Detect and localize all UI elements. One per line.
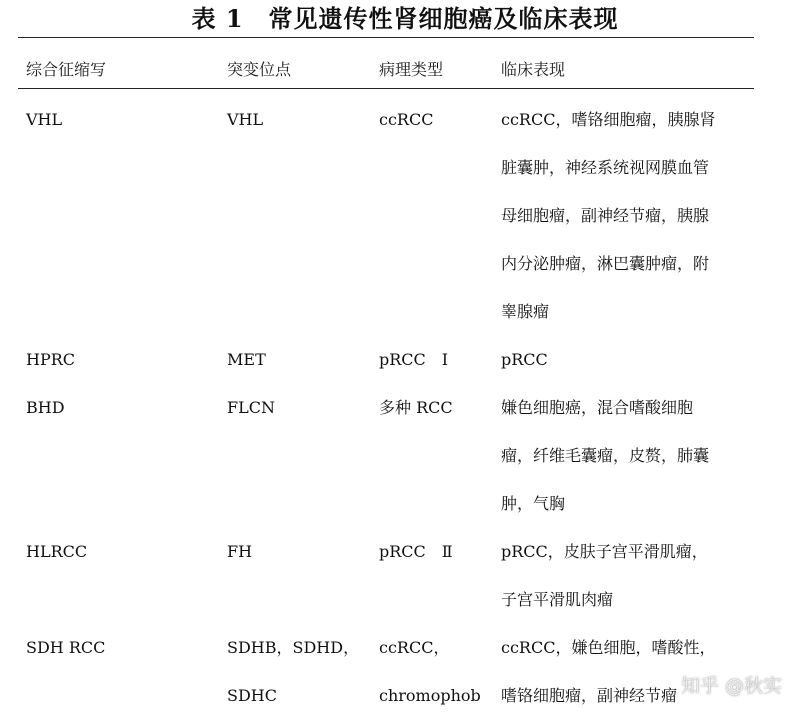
- clinical-line: 母细胞瘤，副神经节瘤，胰腺: [501, 206, 710, 225]
- clinical-line: 肿，气胸: [501, 494, 566, 513]
- mutation-cell: SDHC: [227, 686, 277, 705]
- clinical-line: 子宫平滑肌肉瘤: [501, 590, 614, 609]
- top-rule: [18, 37, 754, 38]
- clinical-line: pRCC: [501, 350, 548, 369]
- pathology-cell: pRCC Ⅰ: [379, 350, 449, 369]
- watermark: 知乎 @秋实: [680, 675, 782, 697]
- mutation-cell: VHL: [227, 110, 264, 129]
- clinical-line: ccRCC，嗜铬细胞瘤，胰腺肾: [501, 110, 716, 129]
- header-pathology: 病理类型: [379, 60, 444, 79]
- mutation-cell: FLCN: [227, 398, 275, 417]
- header-mutation: 突变位点: [227, 60, 292, 79]
- header-syndrome: 综合征缩写: [26, 60, 107, 79]
- clinical-line: 睾腺瘤: [501, 302, 550, 321]
- syndrome-cell: BHD: [26, 398, 65, 417]
- pathology-cell: chromophob: [379, 686, 481, 705]
- clinical-line: 脏囊肿，神经系统视网膜血管: [501, 158, 710, 177]
- pathology-cell: 多种 RCC: [379, 398, 453, 417]
- clinical-line: 瘤，纤维毛囊瘤，皮赘，肺囊: [501, 446, 710, 465]
- syndrome-cell: SDH RCC: [26, 638, 106, 657]
- header-clinical: 临床表现: [501, 60, 566, 79]
- clinical-line: ccRCC，嫌色细胞，嗜酸性，: [501, 638, 716, 657]
- syndrome-cell: HPRC: [26, 350, 76, 369]
- mutation-cell: SDHB，SDHD，: [227, 638, 360, 657]
- clinical-line: pRCC，皮肤子宫平滑肌瘤，: [501, 542, 708, 561]
- syndrome-cell: VHL: [26, 110, 63, 129]
- clinical-line: 嫌色细胞癌，混合嗜酸细胞: [501, 398, 694, 417]
- clinical-line: 嗜铬细胞瘤，副神经节瘤: [501, 686, 678, 705]
- mutation-cell: MET: [227, 350, 266, 369]
- clinical-line: 内分泌肿瘤，淋巴囊肿瘤，附: [501, 254, 710, 273]
- header-rule: [18, 88, 754, 89]
- mutation-cell: FH: [227, 542, 253, 561]
- pathology-cell: ccRCC: [379, 110, 434, 129]
- syndrome-cell: HLRCC: [26, 542, 88, 561]
- pathology-cell: ccRCC，: [379, 638, 450, 657]
- pathology-cell: pRCC Ⅱ: [379, 542, 453, 561]
- table-title: 表 1 常见遗传性肾细胞癌及临床表现: [191, 4, 619, 33]
